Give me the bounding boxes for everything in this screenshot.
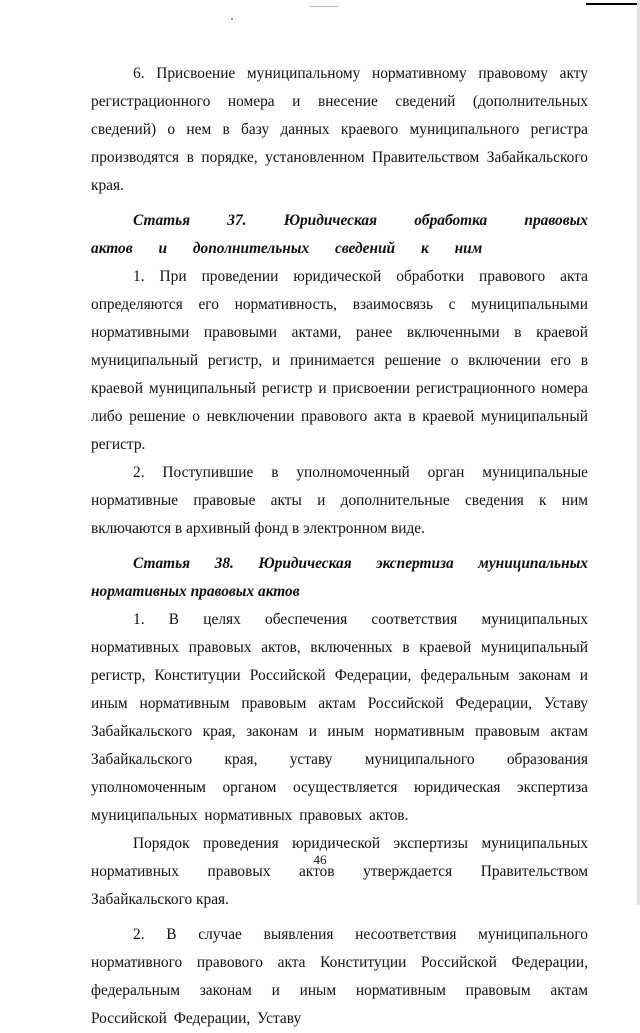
article-37-heading: Статья 37. Юридическая обработка правовых актов и дополнительных сведений к ним (91, 212, 588, 257)
article-37-clause-2: 2. Поступившие в уполномоченный орган муниципальные нормативные правовые акты и дополнительные сведения к ним включаются в архивный фонд в электронном виде. (91, 464, 588, 537)
article-38-heading: Статья 38. Юридическая экспертиза муниципальных нормативных правовых актов (91, 555, 588, 600)
document-body (91, 60, 588, 1033)
article-37-clause-1: 1. При проведении юридической обработки правового акта определяются его нормативность, взаимосвязь с муниципальными нормативными правовыми актами, ранее включенными в краевой муниципальный регистр, и принимается решение о включении его в краевой муниципальный регистр и присвоении регистрационного номера либо решение о невключении правового акта в краевой муниципальный регистр. (91, 268, 588, 453)
scan-mark-corner (586, 3, 640, 5)
article-38-clause-2: 2. В случае выявления несоответствия муниципального нормативного правового акта Конституции Российской Федерации, федеральным законам и иным нормативным правовым актам Российской Федерации, Уставу (91, 926, 588, 1027)
page-number: 46 (313, 852, 327, 867)
paragraph-clause-6: 6. Присвоение муниципальному нормативному правовому акту регистрационного номера и внесение сведений (дополнительных сведений) о нем в базу данных краевого муниципального регистра производятся в порядке, установленном Правительством Забайкальского края. (91, 65, 588, 194)
article-38-clause-1: 1. В целях обеспечения соответствия муниципальных нормативных правовых актов, включенных в краевой муниципальный регистр, Конституции Российской Федерации, федеральным законам и иным нормативным правовым актам Российской Федерации, Уставу Забайкальского края, законам и иным нормативным правовым актам Забайкальского края, уставу муниципального образования уполномоченным органом осуществляется юридическая экспертиза муниципальных нормативных правовых актов. (91, 611, 588, 824)
scan-mark-top (310, 6, 338, 7)
scan-speck (231, 18, 233, 20)
article-38-procedure: Порядок проведения юридической экспертизы муниципальных нормативных правовых актов утверждается Правительством Забайкальского края. (91, 835, 588, 908)
